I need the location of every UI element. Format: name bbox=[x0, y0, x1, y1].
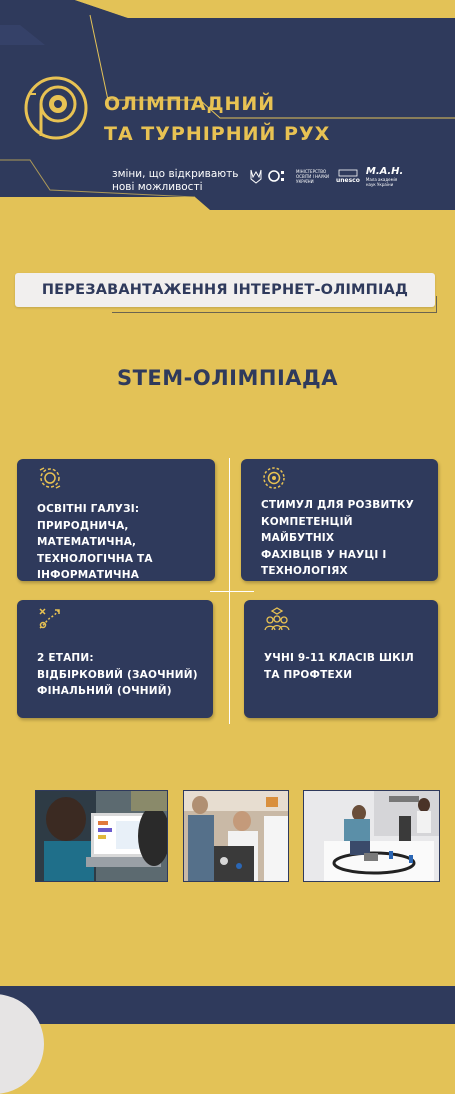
students-icon bbox=[264, 606, 290, 632]
card-stimulus-line-3: ФАХІВЦІВ У НАУЦІ І bbox=[261, 548, 387, 561]
robotics-team-image bbox=[184, 791, 288, 881]
unesco-logo bbox=[336, 169, 360, 184]
card-participants-line-2: ТА ПРОФТЕХИ bbox=[264, 668, 353, 681]
card-participants-line-1: УЧНІ 9-11 КЛАСІВ ШКІЛ bbox=[264, 652, 414, 664]
card-stimulus-line-1: СТИМУЛ ДЛЯ РОЗВИТКУ bbox=[261, 499, 414, 511]
photo-competition bbox=[303, 790, 440, 882]
man-logo bbox=[366, 166, 406, 187]
card-participants bbox=[244, 600, 438, 718]
photo-programming bbox=[35, 790, 168, 882]
partner-logos bbox=[250, 164, 406, 188]
gear-brain-icon bbox=[37, 465, 63, 491]
man-sublabel: Мала академія наук України bbox=[365, 176, 398, 187]
students-laptop-image bbox=[36, 791, 167, 881]
gears-icon bbox=[261, 465, 287, 491]
cards-divider-horizontal bbox=[210, 591, 254, 592]
card-stimulus-line-2: КОМПЕТЕНЦІЙ МАЙБУТНІХ bbox=[261, 515, 353, 544]
card-fields-line-2: ПРИРОДНИЧА, МАТЕМАТИЧНА, bbox=[37, 519, 137, 548]
tagline-line-1: зміни, що відкривають bbox=[112, 168, 239, 180]
ministry-label: МІНІСТЕРСТВО ОСВІТИ І НАУКИ УКРАЇНИ bbox=[296, 168, 330, 184]
card-stages-line-2: ВІДБІРКОВИЙ (ЗАОЧНИЙ) bbox=[37, 668, 198, 681]
card-stimulus-line-4: ТЕХНОЛОГІЯХ bbox=[261, 565, 348, 577]
title-line-2: ТА ТУРНІРНИЙ РУХ bbox=[104, 123, 331, 145]
photo-robotics bbox=[183, 790, 289, 882]
card-stimulus bbox=[241, 459, 438, 581]
trident-icon bbox=[250, 168, 262, 184]
robot-competition-image bbox=[304, 791, 439, 881]
banner-underline-corner bbox=[436, 296, 437, 312]
tagline-line-2: нові можливості bbox=[112, 181, 203, 193]
card-stages-line-3: ФІНАЛЬНИЙ (ОЧНИЙ) bbox=[37, 685, 172, 697]
reboot-banner bbox=[15, 273, 435, 307]
strategy-icon bbox=[37, 606, 63, 632]
man-label: М.А.Н. bbox=[365, 165, 404, 177]
banner-underline bbox=[112, 312, 437, 313]
stem-title: STEM-ОЛІМПІАДА bbox=[116, 366, 338, 390]
card-stages-line-1: 2 ЕТАПИ: bbox=[37, 652, 94, 664]
card-stages bbox=[17, 600, 213, 718]
card-fields-line-1: ОСВІТНІ ГАЛУЗІ: bbox=[37, 503, 140, 515]
card-fields-line-3: ТЕХНОЛОГІЧНА ТА bbox=[37, 552, 153, 565]
title-line-1: ОЛІМПІАДНИЙ bbox=[104, 93, 276, 115]
ministry-logo-icon bbox=[268, 169, 290, 183]
card-fields-line-4: ІНФОРМАТИЧНА bbox=[37, 569, 140, 581]
card-fields bbox=[17, 459, 215, 581]
unesco-temple-icon bbox=[338, 169, 358, 177]
footer-band bbox=[0, 986, 455, 1024]
banner-text: ПЕРЕЗАВАНТАЖЕННЯ ІНТЕРНЕТ-ОЛІМПІАД bbox=[41, 282, 409, 298]
olympiad-logo bbox=[22, 74, 90, 142]
unesco-label: unesco bbox=[336, 176, 360, 184]
